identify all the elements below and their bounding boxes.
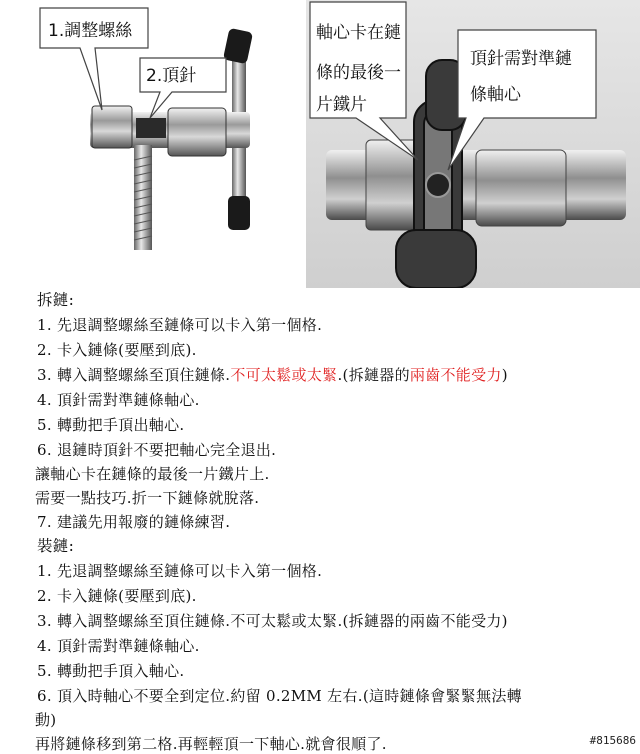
install-step: 3. 轉入調整螺絲至頂住鏈條.不可太鬆或太緊.(拆鏈器的兩齒不能受力)	[37, 612, 508, 630]
callout-axle-line-3: 片鐵片	[316, 95, 367, 115]
callout-adjust-screw: 1.調整螺絲	[48, 21, 133, 41]
warning-not-too-loose: 不可太鬆或太緊	[230, 366, 338, 384]
install-note: 再將鏈條移到第二格.再輕輕頂一下軸心.就會很順了.	[35, 735, 387, 753]
remove-step: 1. 先退調整螺絲至鏈條可以卡入第一個格.	[37, 316, 323, 334]
callout-align-line-2: 條軸心	[470, 85, 521, 105]
chain-in-tool-photo	[306, 0, 640, 288]
remove-step: 4. 頂針需對準鏈條軸心.	[37, 391, 200, 409]
remove-step-3-post: )	[501, 366, 508, 384]
install-step: 5. 轉動把手頂入軸心.	[37, 662, 185, 680]
remove-step-3-mid: .(拆鏈器的	[337, 366, 410, 384]
remove-note: 讓軸心卡在鏈條的最後一片鐵片上.	[35, 465, 270, 483]
remove-step-3	[37, 365, 508, 385]
warning-teeth: 兩齒不能受力	[409, 366, 502, 384]
callout-axle-line-1: 軸心卡在鏈	[316, 23, 401, 43]
remove-step: 5. 轉動把手頂出軸心.	[37, 416, 185, 434]
remove-step: 7. 建議先用報廢的鏈條練習.	[37, 513, 231, 531]
remove-step: 6. 退鏈時頂針不要把軸心完全退出.	[37, 441, 277, 459]
remove-heading: 拆鏈:	[37, 291, 75, 309]
install-step: 2. 卡入鏈條(要壓到底).	[37, 587, 197, 605]
install-heading: 裝鏈:	[37, 537, 75, 555]
chain-tool-photo	[0, 0, 302, 285]
remove-step: 2. 卡入鏈條(要壓到底).	[37, 341, 197, 359]
watermark: #815686	[589, 734, 636, 747]
callout-axle-line-2: 條的最後一	[316, 63, 401, 83]
remove-step-3-pre: 3. 轉入調整螺絲至頂住鏈條.	[37, 366, 231, 384]
callout-pin: 2.頂針	[146, 66, 197, 86]
install-step: 4. 頂針需對準鏈條軸心.	[37, 637, 200, 655]
install-step: 6. 頂入時軸心不要全到定位.約留 0.2MM 左右.(這時鏈條會緊緊無法轉	[37, 687, 522, 705]
install-step-wrap: 動)	[35, 711, 57, 729]
install-step: 1. 先退調整螺絲至鏈條可以卡入第一個格.	[37, 562, 323, 580]
remove-note: 需要一點技巧.折一下鏈條就脫落.	[35, 489, 260, 507]
callout-align-line-1: 頂針需對準鏈	[470, 49, 572, 69]
